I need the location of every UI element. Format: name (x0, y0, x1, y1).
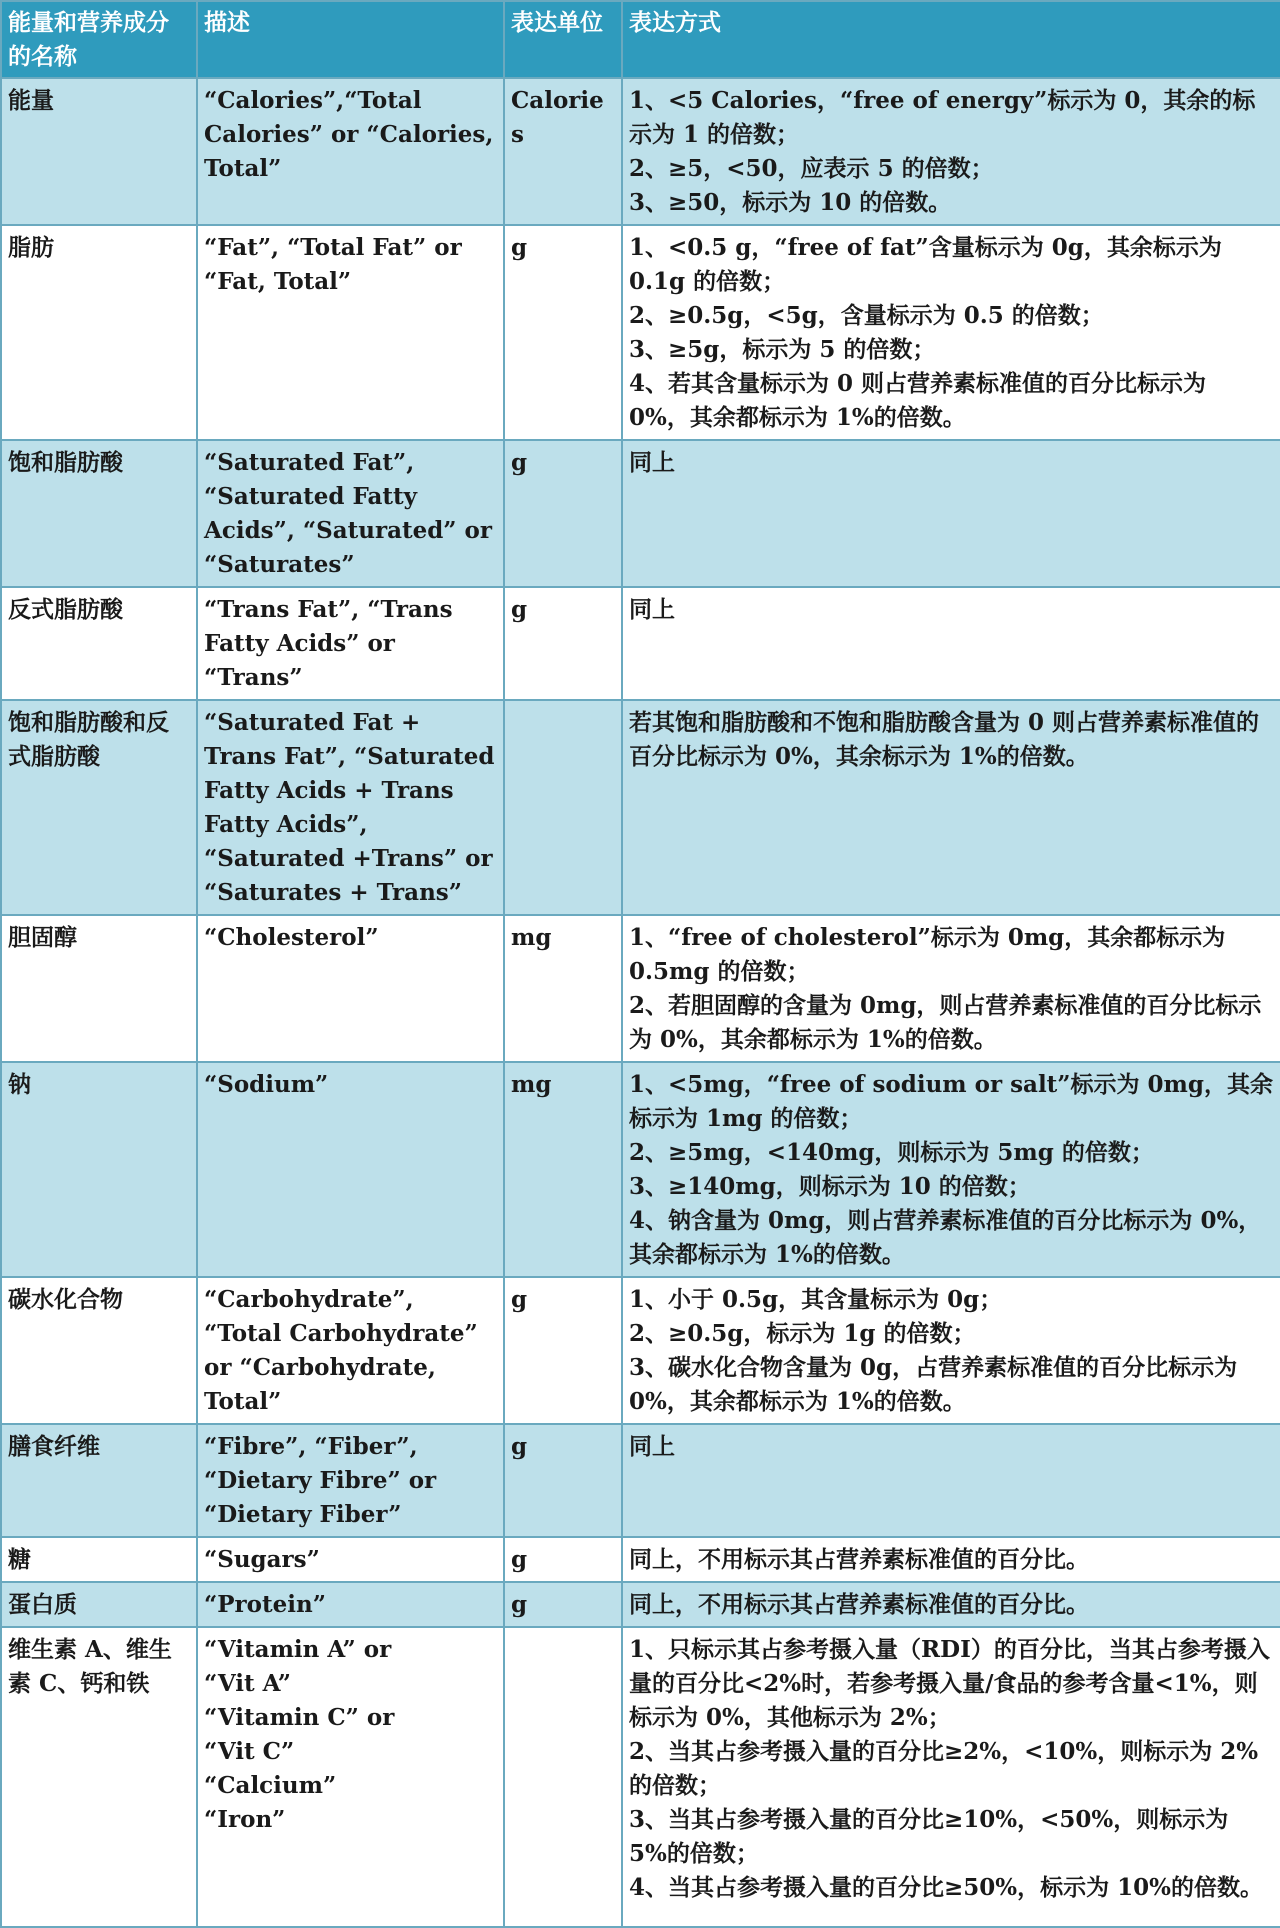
cell-name: 脂肪 (1, 225, 197, 440)
expression-line: 2、≥5，<50，应表示 5 的倍数； (629, 155, 994, 182)
expression-line: 1、<5mg，“free of sodium or salt”标示为 0mg，其余标示为 1mg 的倍数； (629, 1071, 1273, 1132)
expression-line: 1、<5 Calories，“free of energy”标示为 0，其余的标示为 1 的倍数； (629, 87, 1256, 148)
expression-line: 同上 (629, 596, 675, 623)
table-row-sugars (1, 1537, 1280, 1582)
cell-unit (504, 700, 622, 915)
cell-expression (622, 1062, 1280, 1277)
cell-unit: g (504, 587, 622, 700)
header-description: 描述 (197, 1, 504, 78)
cell-name: 碳水化合物 (1, 1277, 197, 1424)
cell-name: 反式脂肪酸 (1, 587, 197, 700)
cell-unit: mg (504, 1062, 622, 1277)
expression-line: 同上 (629, 1433, 675, 1460)
table-header-row (1, 1, 1280, 78)
expression-line: 同上，不用标示其占营养素标准值的百分比。 (629, 1546, 1089, 1573)
description-line: “Vitamin C” or (204, 1704, 395, 1731)
expression-line: 3、碳水化合物含量为 0g，占营养素标准值的百分比标示为 0%，其余都标示为 1%的倍数。 (629, 1354, 1238, 1415)
cell-expression (622, 1424, 1280, 1537)
cell-description (197, 1582, 504, 1627)
expression-line: 1、只标示其占参考摄入量（RDI）的百分比，当其占参考摄入量的百分比<2%时，若参考摄入量/食品的参考含量<1%，则标示为 0%，其他标示为 2%； (629, 1636, 1270, 1731)
header-name: 能量和营养成分的名称 (1, 1, 197, 78)
description-line: “Saturated Fat”, “Saturated Fatty Acids”, “Saturated” or “Saturates” (204, 449, 493, 578)
description-line: “Iron” (204, 1806, 286, 1833)
table-row-carbohydrate (1, 1277, 1280, 1424)
expression-line: 3、≥140mg，则标示为 10 的倍数； (629, 1173, 1031, 1200)
cell-description (197, 587, 504, 700)
table-row-vitamins-minerals (1, 1627, 1280, 1927)
cell-expression (622, 915, 1280, 1062)
expression-line: 1、“free of cholesterol”标示为 0mg，其余都标示为 0.5mg 的倍数； (629, 924, 1226, 985)
description-line: “Calcium” (204, 1772, 337, 1799)
cell-expression (622, 440, 1280, 587)
table-row-fat (1, 225, 1280, 440)
cell-unit: g (504, 1424, 622, 1537)
table-row-protein (1, 1582, 1280, 1627)
description-line: “Carbohydrate”, “Total Carbohydrate” or “Carbohydrate, Total” (204, 1286, 478, 1415)
cell-unit (504, 1627, 622, 1927)
cell-unit: g (504, 225, 622, 440)
expression-line: 若其饱和脂肪酸和不饱和脂肪酸含量为 0 则占营养素标准值的百分比标示为 0%，其余标示为 1%的倍数。 (629, 709, 1260, 770)
cell-description (197, 225, 504, 440)
cell-expression (622, 700, 1280, 915)
description-line: “Vit A” (204, 1670, 292, 1697)
header-unit: 表达单位 (504, 1, 622, 78)
cell-unit: g (504, 1537, 622, 1582)
header-expression: 表达方式 (622, 1, 1280, 78)
table-row-saturated-fat (1, 440, 1280, 587)
cell-description (197, 700, 504, 915)
cell-description (197, 1424, 504, 1537)
table-row-sodium (1, 1062, 1280, 1277)
cell-description (197, 1627, 504, 1927)
cell-name: 饱和脂肪酸和反式脂肪酸 (1, 700, 197, 915)
expression-line: 3、当其占参考摄入量的百分比≥10%，<50%，则标示为 5%的倍数； (629, 1806, 1229, 1867)
cell-name: 糖 (1, 1537, 197, 1582)
cell-expression (622, 1582, 1280, 1627)
cell-unit: g (504, 440, 622, 587)
cell-name: 胆固醇 (1, 915, 197, 1062)
cell-description (197, 1277, 504, 1424)
expression-line: 1、小于 0.5g，其含量标示为 0g； (629, 1286, 1003, 1313)
table-row-dietary-fiber (1, 1424, 1280, 1537)
cell-expression (622, 1277, 1280, 1424)
expression-line: 3、≥5g，标示为 5 的倍数； (629, 336, 936, 363)
expression-line: 4、若其含量标示为 0 则占营养素标准值的百分比标示为 0%，其余都标示为 1%的倍数。 (629, 370, 1207, 431)
description-line: “Saturated Fat + Trans Fat”, “Saturated Fatty Acids + Trans Fatty Acids”, “Saturated +Trans” or “Saturates + Trans” (204, 709, 495, 906)
expression-line: 1、<0.5 g，“free of fat”含量标示为 0g，其余标示为 0.1g 的倍数； (629, 234, 1222, 295)
table-row-energy (1, 78, 1280, 225)
expression-line: 同上，不用标示其占营养素标准值的百分比。 (629, 1591, 1089, 1618)
table-row-trans-fat (1, 587, 1280, 700)
cell-name: 膳食纤维 (1, 1424, 197, 1537)
description-line: “Vit C” (204, 1738, 295, 1765)
cell-expression (622, 78, 1280, 225)
cell-name: 饱和脂肪酸 (1, 440, 197, 587)
description-line: “Sodium” (204, 1071, 329, 1098)
cell-description (197, 915, 504, 1062)
cell-name: 蛋白质 (1, 1582, 197, 1627)
cell-description (197, 78, 504, 225)
cell-name: 能量 (1, 78, 197, 225)
cell-name: 钠 (1, 1062, 197, 1277)
expression-line: 2、≥5mg，<140mg，则标示为 5mg 的倍数； (629, 1139, 1154, 1166)
cell-unit: mg (504, 915, 622, 1062)
table-row-cholesterol (1, 915, 1280, 1062)
description-line: “Vitamin A” or (204, 1636, 392, 1663)
description-line: “Fat”, “Total Fat” or “Fat, Total” (204, 234, 462, 295)
expression-line: 2、≥0.5g，标示为 1g 的倍数； (629, 1320, 976, 1347)
cell-unit: g (504, 1582, 622, 1627)
expression-line: 2、当其占参考摄入量的百分比≥2%，<10%，则标示为 2%的倍数； (629, 1738, 1259, 1799)
description-line: “Fibre”, “Fiber”, “Dietary Fibre” or “Dietary Fiber” (204, 1433, 437, 1528)
cell-name: 维生素 A、维生素 C、钙和铁 (1, 1627, 197, 1927)
expression-line: 4、钠含量为 0mg，则占营养素标准值的百分比标示为 0%，其余都标示为 1%的倍数。 (629, 1207, 1262, 1268)
cell-expression (622, 1537, 1280, 1582)
cell-description (197, 1537, 504, 1582)
description-line: “Protein” (204, 1591, 326, 1618)
cell-description (197, 1062, 504, 1277)
expression-line: 同上 (629, 449, 675, 476)
expression-line: 4、当其占参考摄入量的百分比≥50%，标示为 10%的倍数。 (629, 1874, 1264, 1901)
table-row-saturated-and-trans-fat (1, 700, 1280, 915)
cell-unit: g (504, 1277, 622, 1424)
description-line: “Calories”,“Total Calories” or “Calories, Total” (204, 87, 494, 182)
description-line: “Trans Fat”, “Trans Fatty Acids” or “Trans” (204, 596, 453, 691)
cell-unit: Calories (504, 78, 622, 225)
cell-description (197, 440, 504, 587)
expression-line: 2、≥0.5g，<5g，含量标示为 0.5 的倍数； (629, 302, 1104, 329)
cell-expression (622, 1627, 1280, 1927)
expression-line: 2、若胆固醇的含量为 0mg，则占营养素标准值的百分比标示为 0%，其余都标示为 1%的倍数。 (629, 992, 1262, 1053)
expression-line: 3、≥50，标示为 10 的倍数。 (629, 189, 952, 216)
description-line: “Cholesterol” (204, 924, 379, 951)
description-line: “Sugars” (204, 1546, 320, 1573)
cell-expression (622, 587, 1280, 700)
cell-expression (622, 225, 1280, 440)
